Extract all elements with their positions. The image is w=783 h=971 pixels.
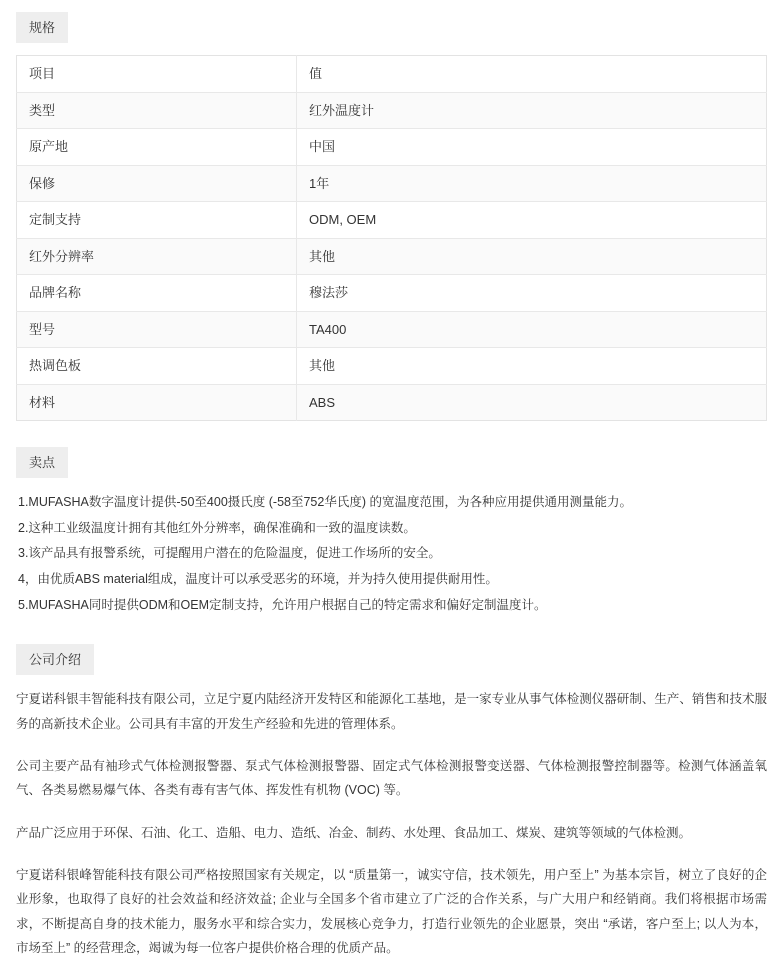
spec-value: ABS (309, 394, 336, 410)
table-row (17, 275, 767, 312)
specs-heading: 规格 (16, 12, 68, 43)
spec-value: ODM, OEM (309, 212, 377, 227)
spec-key: 保修 (17, 165, 297, 202)
selling-points-heading-wrap (16, 447, 767, 490)
spec-value: 红外温度计 (309, 102, 375, 118)
table-row (17, 165, 767, 202)
company-intro-heading: 公司介绍 (16, 644, 94, 675)
intro-paragraph: 宁夏诺科银峰智能科技有限公司严格按照国家有关规定，以 “质量第一，诚实守信，技术领先，用户至上” 为基本宗旨，树立了良好的企业形象，也取得了良好的社会效益和经济效益; 企业与全国多个省市建立了广泛的合作关系，与广大用户和经销商。我们将根据市场需求，不断提高自身的技术能力，服务水平和综合实力，发展核心竞争力，打造行业领先的企业愿景，突出 “承诺，客户至上; 以人为本，市场至上” 的经营理念，竭诚为每一位客户提供价格合理的优质产品。 (16, 868, 767, 956)
table-header-row (17, 56, 767, 93)
table-row (17, 202, 767, 239)
specs-heading-wrap (16, 12, 767, 55)
list-item: 1.MUFASHA数字温度计提供-50至400摄氏度 (-58至752华氏度) 的宽温度范围，为各种应用提供通用测量能力。 (18, 495, 632, 509)
list-item: 2.这种工业级温度计拥有其他红外分辨率，确保准确和一致的温度读数。 (18, 520, 416, 535)
spec-key: 品牌名称 (17, 275, 297, 312)
selling-points-list (16, 490, 767, 618)
spec-value: 其他 (309, 248, 336, 264)
specs-table (16, 55, 767, 421)
column-header-value: 值 (309, 66, 323, 81)
selling-points-heading: 卖点 (16, 447, 68, 478)
spec-key: 定制支持 (17, 202, 297, 239)
intro-paragraph: 公司主要产品有袖珍式气体检测报警器、泵式气体检测报警器、固定式气体检测报警变送器、气体检测报警控制器等。检测气体涵盖氧气、各类易燃易爆气体、各类有毒有害气体、挥发性有机物 (VOC) 等。 (16, 758, 767, 798)
spec-key: 型号 (17, 311, 297, 348)
intro-paragraph: 宁夏诺科银丰智能科技有限公司，立足宁夏内陆经济开发特区和能源化工基地，是一家专业从事气体检测仪器研制、生产、销售和技术服务的高新技术企业。公司具有丰富的开发生产经验和先进的管理体系。 (16, 692, 767, 731)
company-intro-body (16, 687, 767, 960)
spec-key: 原产地 (17, 129, 297, 166)
spec-value: TA400 (309, 321, 347, 337)
spec-key: 热调色板 (17, 348, 297, 385)
list-item: 4，由优质ABS material组成，温度计可以承受恶劣的环境，并为持久使用提供耐用性。 (18, 571, 498, 586)
list-item: 3.该产品具有报警系统，可提醒用户潜在的危险温度，促进工作场所的安全。 (18, 546, 441, 561)
table-row (17, 92, 767, 129)
spec-value: 其他 (309, 358, 336, 373)
intro-paragraph: 产品广泛应用于环保、石油、化工、造船、电力、造纸、冶金、制药、水处理、食品加工、煤炭、建筑等领域的气体检测。 (16, 825, 692, 840)
spec-key: 材料 (17, 384, 297, 421)
list-item: 5.MUFASHA同时提供ODM和OEM定制支持，允许用户根据自己的特定需求和偏好定制温度计。 (18, 597, 547, 612)
table-row (17, 348, 767, 385)
company-intro-section (16, 644, 767, 960)
selling-points-section (16, 447, 767, 618)
specs-section (16, 12, 767, 421)
table-row (17, 311, 767, 348)
company-intro-heading-wrap (16, 644, 767, 687)
table-row (17, 238, 767, 275)
spec-key: 类型 (17, 92, 297, 129)
column-header-item: 项目 (17, 56, 297, 93)
spec-value: 穆法莎 (309, 285, 349, 300)
spec-value: 1年 (309, 175, 330, 191)
spec-key: 红外分辨率 (17, 238, 297, 275)
spec-value: 中国 (309, 139, 336, 154)
table-row (17, 129, 767, 166)
table-row (17, 384, 767, 421)
